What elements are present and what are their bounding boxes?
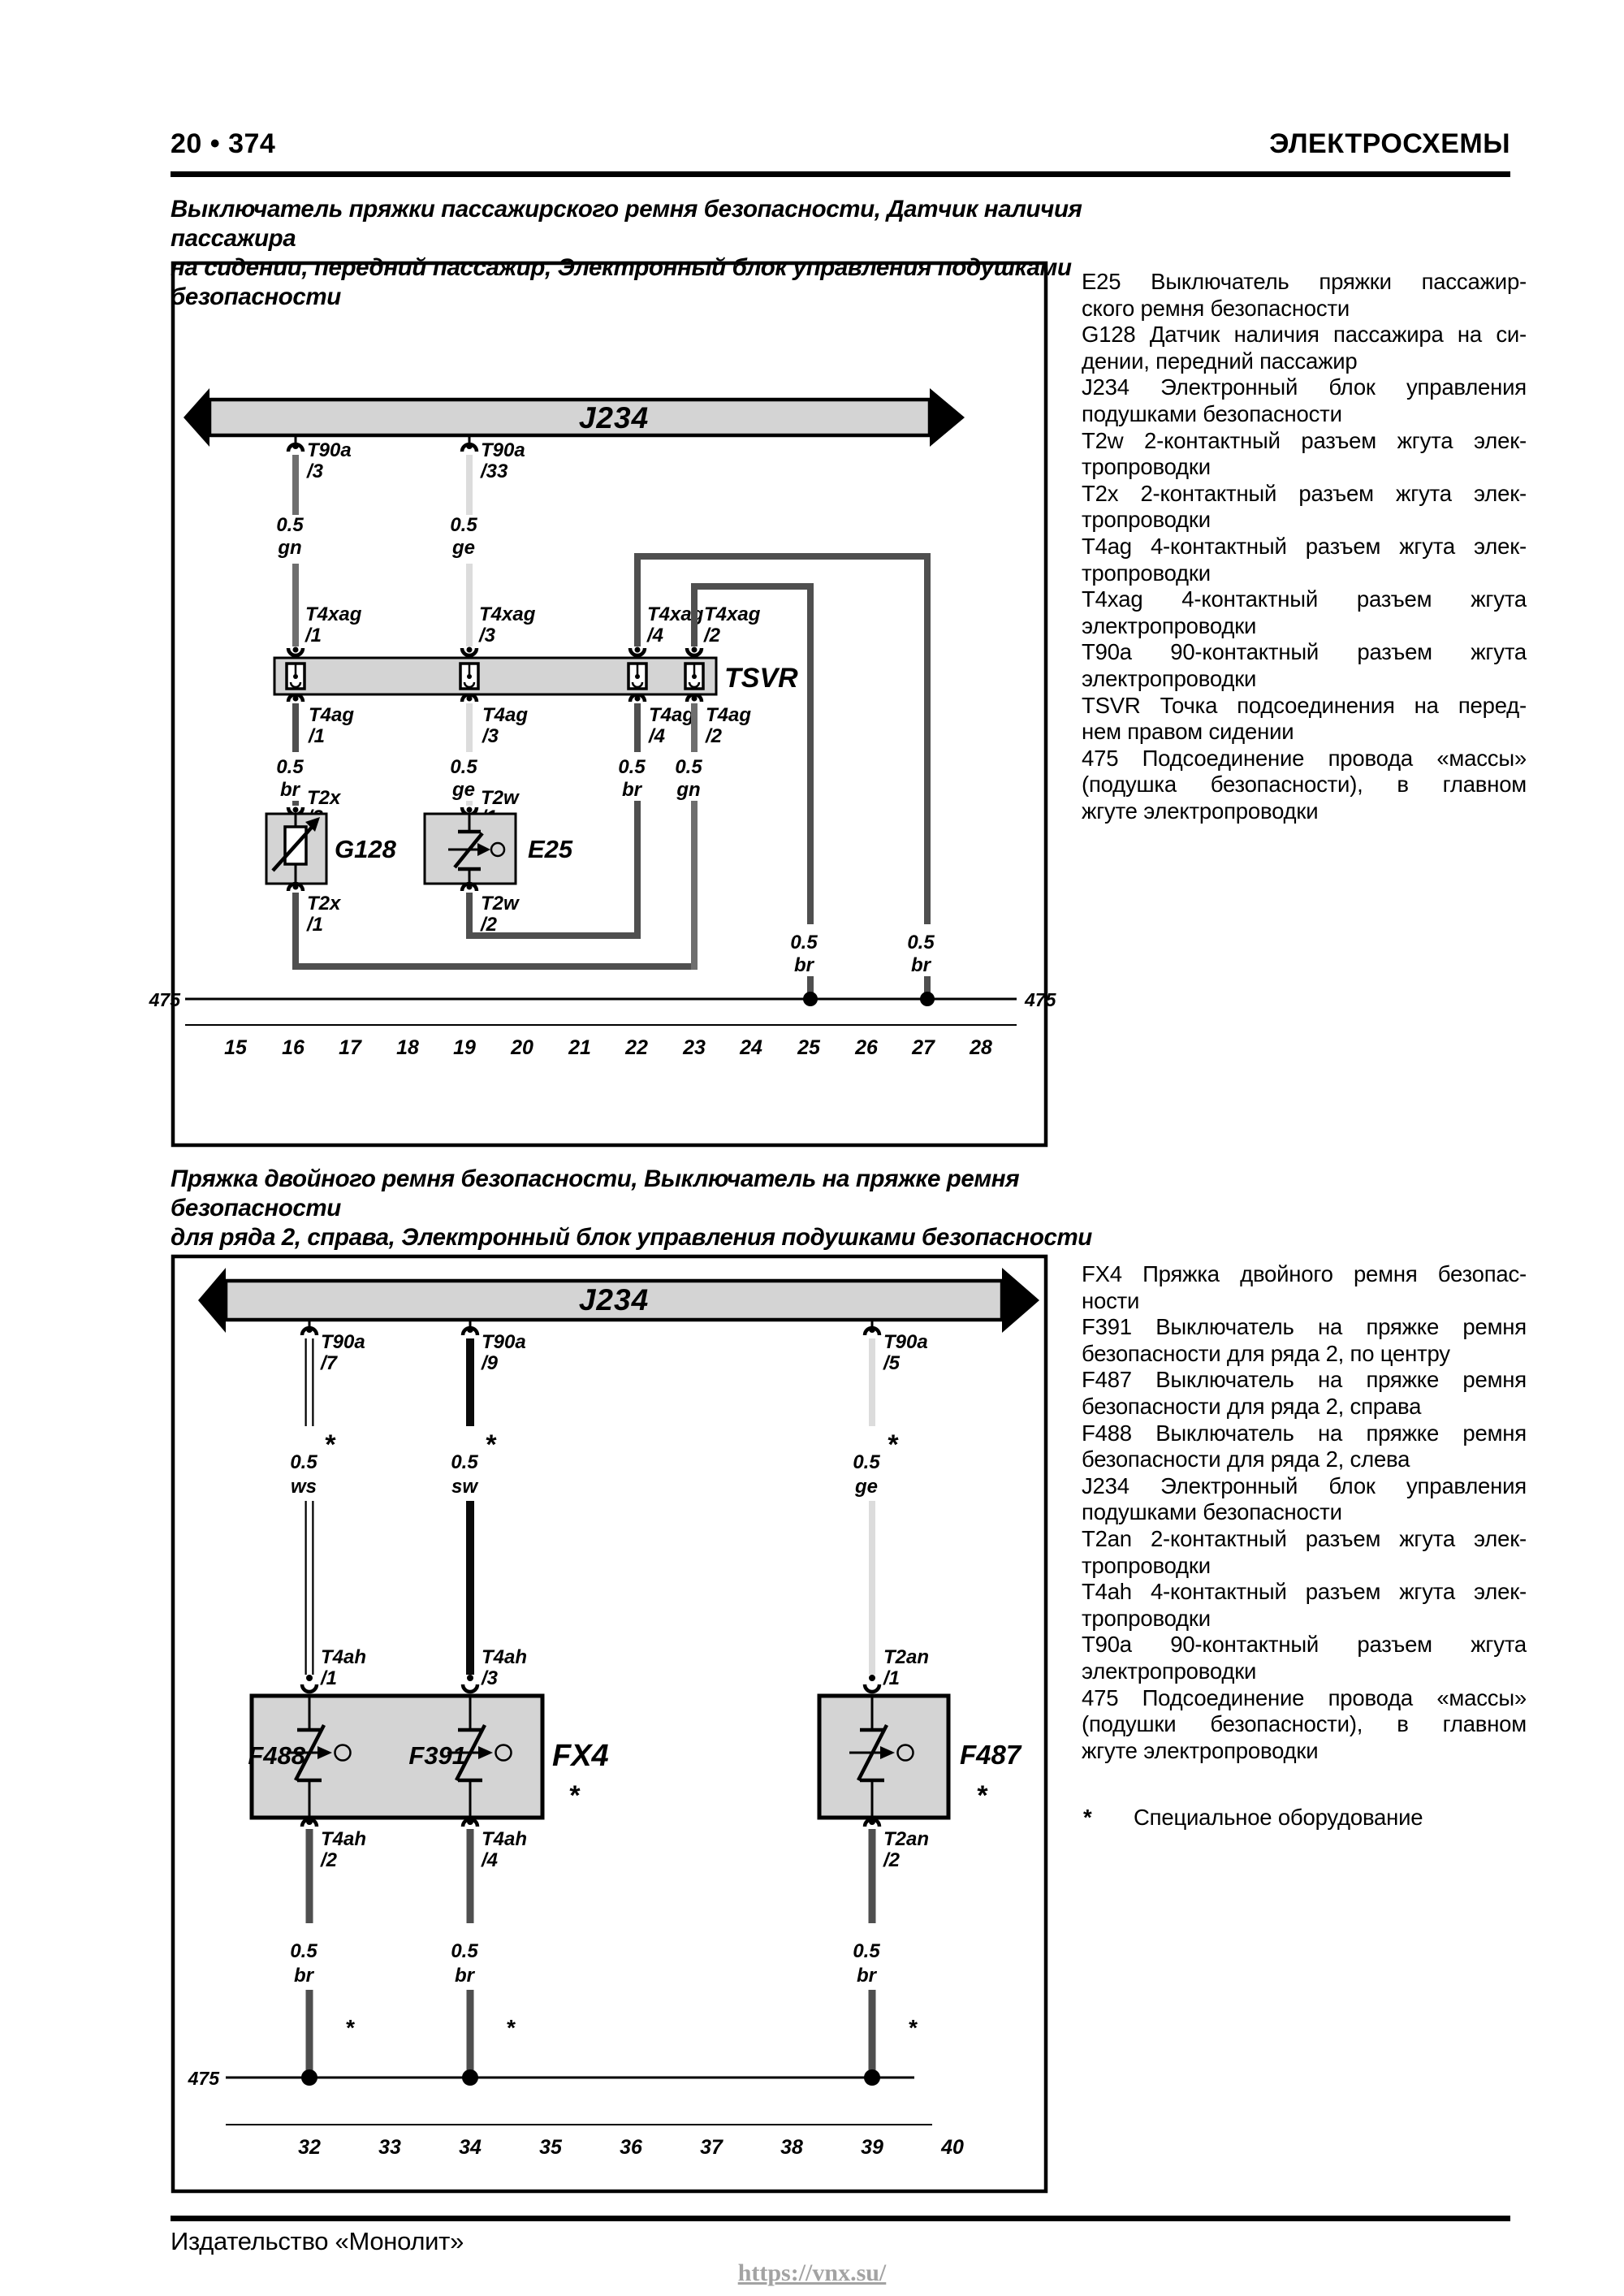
d1-c2-wire2-size: 0.5: [450, 756, 477, 778]
diagram2-title-line2: для ряда 2, справа, Электронный блок управления подушками безопасности: [171, 1224, 1092, 1251]
publisher-credit: Издательство «Монолит»: [171, 2227, 464, 2255]
d1-c2-out-pin: /2: [481, 914, 498, 936]
diagram1-title-line1: Выключатель пряжки пассажирского ремня безопасности, Датчик наличия пассажира: [171, 196, 1082, 252]
diagram1: [149, 263, 1057, 1145]
footnote-star: *: [1083, 1805, 1092, 1831]
d2-c3-in-connector: T2an: [883, 1646, 930, 1668]
page-number: 20 • 374: [171, 128, 276, 159]
d1-c1-out-connector: T2x: [307, 893, 341, 915]
d2-column3: [853, 1320, 929, 1692]
d1-c2-out-connector: T2w: [481, 893, 519, 915]
track-number: 21: [568, 1036, 591, 1059]
d1-c3-t4ag: T4ag: [649, 704, 695, 726]
legend-line: T90a 90-контактный разъем жгута: [1082, 1632, 1527, 1658]
d1-column4: [675, 586, 818, 1006]
d1-c4-t4ag-pin: /2: [706, 725, 723, 747]
d2-c1-wire2-color: br: [294, 1965, 313, 1987]
optional-equipment-star: *: [506, 2015, 515, 2040]
tsvr-label: TSVR: [724, 663, 798, 694]
d1-c3-t4xag: T4xag: [647, 603, 704, 625]
d1-c1-wire2-size: 0.5: [276, 756, 304, 778]
legend-line: (подушки безопасности), в главном: [1082, 1711, 1527, 1737]
d1-gw2-size: 0.5: [790, 932, 818, 953]
diagram1-title-line2: на сидении, передний пассажир, Электронный блок управления подушками безопасности: [171, 254, 1072, 310]
d1-c1-wire1-size: 0.5: [276, 514, 304, 536]
tsvr-pin-icon: [460, 664, 478, 689]
f391-label: F391: [408, 1741, 466, 1770]
legend-line: тропроводки: [1082, 454, 1211, 480]
track-number: 23: [683, 1036, 706, 1059]
legend-line: безопасности для ряда 2, справа: [1082, 1393, 1422, 1419]
d1-c2-in-connector: T2w: [481, 787, 519, 809]
legend-line: F488 Выключатель на пряжке ремня: [1082, 1420, 1527, 1446]
legend-line: T4ag 4-контактный разъем жгута элек-: [1082, 533, 1527, 559]
optional-equipment-star: *: [976, 1780, 987, 1811]
legend-line: электропроводки: [1082, 612, 1257, 638]
track-number: 22: [625, 1036, 648, 1059]
legend-line: 475 Подсоединение провода «массы»: [1082, 745, 1527, 771]
d2-c2-wire1-size: 0.5: [451, 1451, 478, 1473]
section-header: ЭЛЕКТРОСХЕМЫ: [1269, 128, 1510, 159]
d2-c3-wire1-size: 0.5: [853, 1451, 880, 1473]
d1-gw1-size: 0.5: [907, 932, 935, 953]
d1-c1-top-connector: T90a: [307, 439, 352, 461]
d1-c2-wire1-color: ge: [451, 537, 476, 559]
d2-c3-in-pin: /1: [883, 1667, 901, 1689]
d1-c1-t4ag: T4ag: [309, 704, 355, 726]
d2-track-numbers: [298, 2136, 964, 2159]
footnote-text: Специальное оборудование: [1134, 1805, 1423, 1831]
d2-column2: [451, 1320, 527, 1692]
d1-ground-right-label: 475: [1025, 989, 1056, 1010]
d2-ground-left-label: 475: [188, 2068, 219, 2089]
d1-c1-t4xag-pin: /1: [305, 625, 322, 646]
diagram2-legend: [1082, 1261, 1527, 1831]
optional-equipment-star: *: [908, 2015, 917, 2040]
optional-equipment-star: *: [887, 1429, 898, 1460]
d2-c1-in-pin: /1: [321, 1667, 338, 1689]
track-number: 26: [855, 1036, 878, 1059]
d2-c1-wire1-size: 0.5: [290, 1451, 317, 1473]
track-number: 34: [459, 2136, 482, 2159]
footer-rule: [171, 2216, 1510, 2221]
track-number: 33: [378, 2136, 401, 2159]
track-number: 15: [224, 1036, 247, 1059]
legend-line: TSVR Точка подсоединения на перед-: [1082, 692, 1527, 718]
d2-c1-top-connector: T90a: [321, 1331, 365, 1353]
d1-ground-left-label: 475: [149, 989, 180, 1010]
d2-c2-wire1-color: sw: [451, 1476, 478, 1498]
d1-c2-wire2-color: ge: [451, 779, 476, 801]
optional-equipment-star: *: [485, 1429, 496, 1460]
control-unit-j234: [209, 400, 930, 435]
d2-c1-out-pin: /2: [321, 1849, 338, 1871]
d2-c1-in-connector: T4ah: [321, 1646, 367, 1668]
diagram2-title-line1: Пряжка двойного ремня безопасности, Выключатель на пряжке ремня безопасности: [171, 1165, 1020, 1222]
f487-label: F487: [960, 1740, 1021, 1770]
legend-line: J234 Электронный блок управления: [1082, 1472, 1527, 1498]
tsvr-pin-icon: [628, 664, 646, 689]
track-number: 40: [941, 2136, 964, 2159]
legend-line: T90a 90-контактный разъем жгута: [1082, 639, 1527, 665]
track-number: 25: [797, 1036, 820, 1059]
legend-line: дении, передний пассажир: [1082, 348, 1358, 374]
track-number: 19: [453, 1036, 476, 1059]
legend-line: подушками безопасности: [1082, 1499, 1342, 1525]
legend-line: J234 Электронный блок управления: [1082, 374, 1527, 400]
d2-c2-lower: [451, 1818, 527, 2086]
d1-c1-out-pin: /1: [307, 914, 324, 936]
d1-c3-wire2-size: 0.5: [618, 756, 646, 778]
d2-c3-out-pin: /2: [883, 1849, 901, 1871]
d1-c2-top-connector: T90a: [481, 439, 525, 461]
legend-line: F487 Выключатель на пряжке ремня: [1082, 1367, 1527, 1393]
legend-line: G128 Датчик наличия пассажира на си-: [1082, 322, 1527, 348]
bus-left-arrow-icon: [184, 388, 209, 447]
diagram2-control-unit-bar: [198, 1268, 1039, 1333]
d2-c2-out-connector: T4ah: [482, 1828, 528, 1850]
d2-c1-out-connector: T4ah: [321, 1828, 367, 1850]
legend-line: F391 Выключатель на пряжке ремня: [1082, 1314, 1527, 1340]
d1-gw1-color: br: [911, 954, 931, 976]
d2-c3-wire2-color: br: [857, 1965, 876, 1987]
d1-ground-rail: [149, 989, 1057, 1025]
legend-line: безопасности для ряда 2, слева: [1082, 1446, 1410, 1472]
legend-line: тропроводки: [1082, 507, 1211, 533]
legend-line: FX4 Пряжка двойного ремня безопас-: [1082, 1261, 1527, 1286]
track-number: 32: [298, 2136, 321, 2159]
bus-left-arrow-icon: [198, 1268, 226, 1333]
tsvr-bar: [274, 658, 798, 694]
d1-c3-wire2-color: br: [622, 779, 641, 801]
legend-line: нем правом сидении: [1082, 719, 1294, 745]
d1-track-numbers: [224, 1036, 992, 1059]
d1-c2-t4xag-pin: /3: [479, 625, 496, 646]
d2-c3-top-pin: /5: [883, 1352, 901, 1374]
d2-c3-top-connector: T90a: [883, 1331, 928, 1353]
legend-line: безопасности для ряда 2, по центру: [1082, 1340, 1450, 1366]
d1-c1-wire2-color: br: [280, 779, 300, 801]
optional-equipment-star: *: [345, 2015, 354, 2040]
d1-c2-t4ag-pin: /3: [482, 725, 499, 747]
optional-equipment-note: [1082, 1805, 1527, 1831]
d1-c1-t4xag: T4xag: [305, 603, 362, 625]
legend-line: электропроводки: [1082, 665, 1257, 691]
track-number: 24: [740, 1036, 762, 1059]
d1-c4-t4xag-pin: /2: [704, 625, 721, 646]
d2-c2-out-pin: /4: [482, 1849, 499, 1871]
control-unit-label: J234: [578, 401, 650, 435]
legend-line: T4ah 4-контактный разъем жгута элек-: [1082, 1579, 1527, 1605]
d1-c2-t4xag: T4xag: [479, 603, 536, 625]
legend-line: T2w 2-контактный разъем жгута элек-: [1082, 427, 1527, 453]
diagram1-control-unit-bar: [184, 388, 965, 447]
d2-c1-wire2-size: 0.5: [290, 1940, 317, 1962]
bus-right-arrow-icon: [930, 388, 965, 447]
d2-c3-wire2-size: 0.5: [853, 1940, 880, 1962]
track-number: 28: [970, 1036, 992, 1059]
d1-c2-top-pin: /33: [481, 460, 508, 482]
d1-c1-t4ag-pin: /1: [309, 725, 326, 747]
d2-c2-in-pin: /3: [482, 1667, 499, 1689]
legend-line: жгуте электропроводки: [1082, 1737, 1319, 1763]
d2-c1-lower: [290, 1818, 366, 2086]
d1-gw2-color: br: [794, 954, 814, 976]
legend-line: T2x 2-контактный разъем жгута элек-: [1082, 480, 1527, 506]
legend-line: ского ремня безопасности: [1082, 295, 1350, 321]
bus-right-arrow-icon: [1002, 1268, 1039, 1333]
d1-c2-wire1-size: 0.5: [450, 514, 477, 536]
legend-line: тропроводки: [1082, 1552, 1211, 1578]
watermark-url: https://vnx.su/: [737, 2259, 887, 2286]
f488-label: F488: [248, 1741, 305, 1770]
diagram2: [173, 1256, 1046, 2191]
d2-c2-wire2-color: br: [455, 1965, 474, 1987]
d1-c4-t4xag: T4xag: [704, 603, 761, 625]
d2-c1-wire1-color: ws: [290, 1476, 317, 1498]
d1-column3: [618, 556, 935, 1006]
legend-line: E25 Выключатель пряжки пассажир-: [1082, 269, 1527, 294]
d2-c1-top-pin: /7: [321, 1352, 338, 1374]
d1-c2-t4ag: T4ag: [482, 704, 529, 726]
d2-column1: [290, 1320, 366, 1692]
optional-equipment-star: *: [324, 1429, 335, 1460]
track-number: 36: [620, 2136, 642, 2159]
d1-c4-wire2-color: gn: [676, 779, 701, 801]
diagram1-legend: [1082, 269, 1527, 824]
g128-label: G128: [335, 835, 396, 863]
legend-line: (подушка безопасности), в главном: [1082, 772, 1527, 798]
optional-equipment-star: *: [568, 1780, 580, 1811]
e25-label: E25: [528, 835, 573, 863]
legend-line: тропроводки: [1082, 1605, 1211, 1631]
track-number: 18: [396, 1036, 419, 1059]
track-number: 39: [861, 2136, 883, 2159]
tsvr-connection-bar: [274, 658, 716, 694]
track-number: 38: [780, 2136, 803, 2159]
legend-line: T2an 2-контактный разъем жгута элек-: [1082, 1525, 1527, 1551]
tsvr-pin-icon: [287, 664, 304, 689]
track-number: 16: [282, 1036, 304, 1059]
d2-c3-out-connector: T2an: [883, 1828, 930, 1850]
d1-c1-top-pin: /3: [307, 460, 324, 482]
tsvr-pin-icon: [685, 664, 703, 689]
legend-line: T4xag 4-контактный разъем жгута: [1082, 586, 1527, 612]
d2-c3-wire1-color: ge: [854, 1476, 879, 1498]
d1-c3-t4xag-pin: /4: [647, 625, 664, 646]
fx4-label: FX4: [552, 1739, 609, 1773]
track-number: 27: [912, 1036, 935, 1059]
control-unit-label: J234: [578, 1283, 650, 1317]
track-number: 37: [700, 2136, 723, 2159]
legend-line: подушками безопасности: [1082, 400, 1342, 426]
legend-line: ности: [1082, 1287, 1140, 1313]
d2-c2-top-pin: /9: [482, 1352, 499, 1374]
legend-line: электропроводки: [1082, 1658, 1257, 1684]
d1-c3-t4ag-pin: /4: [649, 725, 666, 747]
diagram1-border: [173, 263, 1046, 1145]
track-number: 17: [339, 1036, 361, 1059]
d2-c2-wire2-size: 0.5: [451, 1940, 478, 1962]
track-number: 35: [539, 2136, 562, 2159]
legend-line: жгуте электропроводки: [1082, 798, 1319, 824]
d1-c1-wire1-color: gn: [278, 537, 302, 559]
d1-c4-t4ag: T4ag: [706, 704, 752, 726]
track-number: 20: [511, 1036, 533, 1059]
d1-c4-wire2-size: 0.5: [675, 756, 702, 778]
legend-line: 475 Подсоединение провода «массы»: [1082, 1684, 1527, 1710]
d2-c2-top-connector: T90a: [482, 1331, 526, 1353]
d1-c1-in-connector: T2x: [307, 787, 341, 809]
d2-c2-in-connector: T4ah: [482, 1646, 528, 1668]
d2-c3-lower: [853, 1818, 929, 2086]
legend-line: тропроводки: [1082, 560, 1211, 586]
d2-ground-rail: [188, 2068, 932, 2125]
